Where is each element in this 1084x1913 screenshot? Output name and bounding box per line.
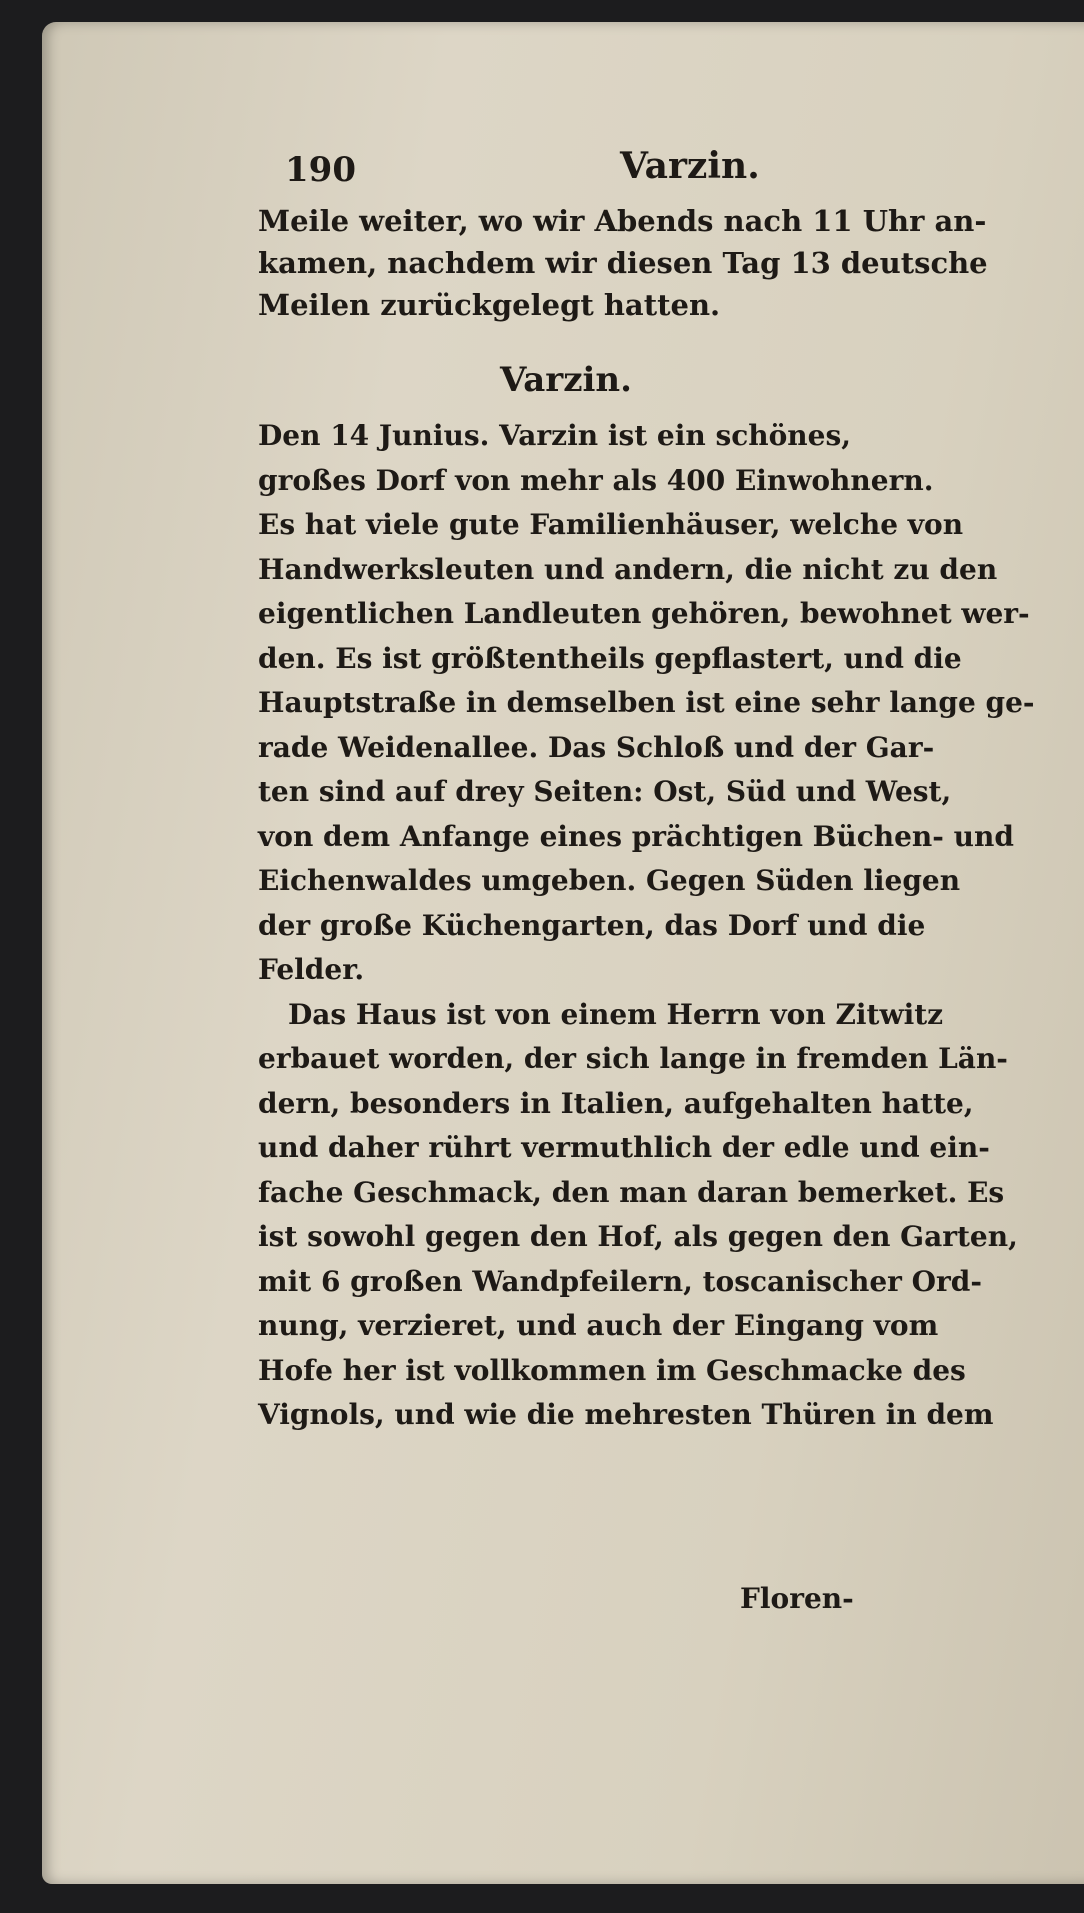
catchword: Floren- — [740, 1582, 854, 1615]
text-line: nung, verzieret, und auch der Eingang vom — [258, 1309, 939, 1342]
text-line: Handwerksleuten und andern, die nicht zu den — [258, 552, 998, 586]
text-line: rade Weidenallee. Das Schloß und der Gar- — [258, 730, 935, 764]
page-number: 190 — [285, 150, 356, 190]
text-line: Eichenwaldes umgeben. Gegen Süden liegen — [258, 864, 961, 897]
text-line: dern, besonders in Italien, aufgehalten hatte, — [258, 1086, 974, 1120]
text-line: ten sind auf drey Seiten: Ost, Süd und West, — [258, 775, 952, 808]
text-line: mit 6 großen Wandpfeilern, toscanischer Ord- — [258, 1264, 982, 1298]
text-line: Das Haus ist von einem Herrn von Zitwitz — [288, 997, 944, 1031]
text-line: den. Es ist größtentheils gepflastert, und die — [258, 641, 962, 675]
text-line: Den 14 Junius. Varzin ist ein schönes, — [258, 419, 851, 452]
text-line: erbauet worden, der sich lange in fremden Län- — [258, 1042, 1008, 1075]
text-line: eigentlichen Landleuten gehören, bewohnet wer- — [258, 597, 1030, 630]
text-line: Meilen zurückgelegt hatten. — [258, 288, 721, 322]
text-line: Felder. — [258, 953, 365, 986]
text-line: kamen, nachdem wir diesen Tag 13 deutsche — [258, 246, 988, 280]
text-line: Es hat viele gute Familienhäuser, welche von — [258, 508, 964, 541]
paragraph-1 — [258, 200, 988, 326]
text-line: fache Geschmack, den man daran bemerket. Es — [258, 1175, 1005, 1209]
text-line: ist sowohl gegen den Hof, als gegen den Garten, — [258, 1220, 1018, 1253]
text-line: Hauptstraße in demselben ist eine sehr lange ge- — [258, 686, 1035, 719]
paragraph-2 — [258, 414, 1035, 1438]
text-line: großes Dorf von mehr als 400 Einwohnern. — [258, 463, 934, 497]
text-line: Vignols, und wie die mehresten Thüren in dem — [258, 1398, 994, 1431]
text-line: Meile weiter, wo wir Abends nach 11 Uhr an- — [258, 204, 987, 238]
section-heading: Varzin. — [500, 360, 632, 400]
text-line: der große Küchengarten, das Dorf und die — [258, 908, 926, 942]
text-line: und daher rührt vermuthlich der edle und ein- — [258, 1131, 990, 1164]
text-line: Hofe her ist vollkommen im Geschmacke des — [258, 1353, 966, 1387]
running-head: Varzin. — [620, 145, 760, 187]
text-line: von dem Anfange eines prächtigen Büchen- und — [258, 819, 1014, 853]
